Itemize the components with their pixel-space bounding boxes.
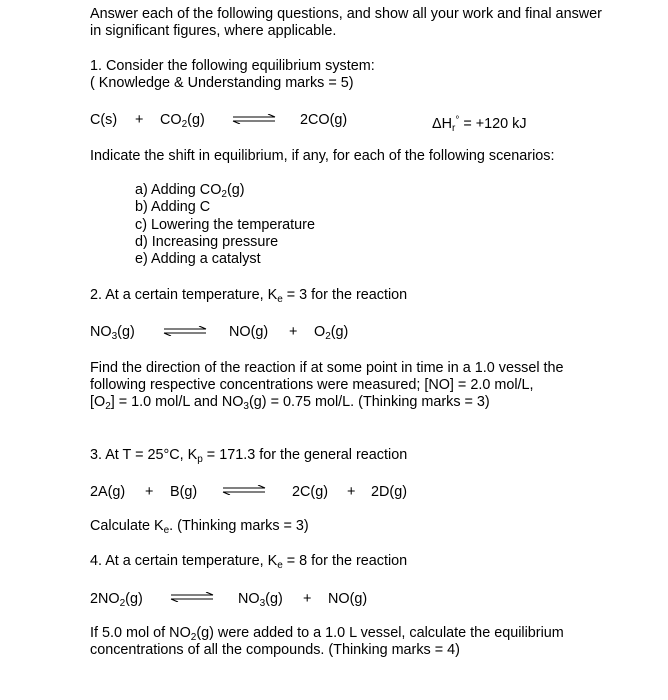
q1-plus: + bbox=[135, 112, 144, 128]
q2-plus: + bbox=[289, 324, 298, 340]
q4-title: 4. At a certain temperature, $K_e = 8$ for the reaction bbox=[90, 553, 408, 571]
q4-plus: + bbox=[303, 591, 312, 607]
q1-marks: ( Knowledge & Understanding marks = 5) bbox=[90, 75, 354, 91]
q2-title: 2. At a certain temperature, $K_e = 3$ for the reaction bbox=[90, 287, 408, 305]
q1-equilibrium-arrow bbox=[232, 114, 276, 124]
q3-product-1: 2C(g) bbox=[292, 484, 328, 500]
q1-title: 1. Consider the following equilibrium system: bbox=[90, 58, 375, 74]
q1-enthalpy: $\Delta H_r^\circ = +120$ kJ bbox=[432, 115, 527, 134]
q3-reactant-2: B(g) bbox=[170, 484, 198, 500]
q3-equilibrium-arrow bbox=[222, 485, 266, 495]
q4-equilibrium-arrow bbox=[170, 592, 214, 602]
q3-plus-1: + bbox=[145, 484, 154, 500]
q2-equilibrium-arrow bbox=[163, 326, 207, 336]
q1-item-d: d) Increasing pressure bbox=[135, 234, 279, 250]
q1-item-a: a) Adding $CO_2(g)$ bbox=[135, 182, 245, 200]
q1-item-c: c) Lowering the temperature bbox=[135, 217, 315, 233]
q1-reactant-1: C(s) bbox=[90, 112, 118, 128]
q3-title: 3. At T = 25°C, $K_p = 171.3$ for the general reaction bbox=[90, 447, 408, 465]
q1-item-e: e) Adding a catalyst bbox=[135, 251, 261, 267]
intro-line-2: in significant figures, where applicable. bbox=[90, 23, 337, 39]
q1-product: 2CO(g) bbox=[300, 112, 348, 128]
q1-item-b: b) Adding C bbox=[135, 199, 211, 215]
q3-product-2: 2D(g) bbox=[371, 484, 407, 500]
q4-body-line-1: If 5.0 mol of $NO_2(g)$ were added to a 1.0 L vessel, calculate the equilibrium bbox=[90, 625, 564, 643]
q3-plus-2: + bbox=[347, 484, 356, 500]
q2-body-line-3: $[O_2] = 1.0$ mol/L and $NO_3(g) = 0.75$ mol/L. (Thinking marks = 3) bbox=[90, 394, 490, 412]
q4-product-2: NO(g) bbox=[328, 591, 368, 607]
q3-calculate: Calculate $K_e$. (Thinking marks = 3) bbox=[90, 518, 309, 536]
q2-body-line-1: Find the direction of the reaction if at some point in time in a 1.0 vessel the bbox=[90, 360, 564, 376]
q4-product-1: $NO_3(g)$ bbox=[238, 591, 283, 609]
q2-reactant: $NO_3(g)$ bbox=[90, 324, 135, 342]
q4-reactant: $2NO_2(g)$ bbox=[90, 591, 143, 609]
q2-product-2: $O_2(g)$ bbox=[314, 324, 349, 342]
q3-reactant-1: 2A(g) bbox=[90, 484, 126, 500]
q1-reactant-2: $CO_2(g)$ bbox=[160, 112, 205, 130]
q2-body-line-2: following respective concentrations were measured; [NO] = 2.0 mol/L, bbox=[90, 377, 534, 393]
q2-product-1: NO(g) bbox=[229, 324, 269, 340]
intro-line-1: Answer each of the following questions, and show all your work and final answer bbox=[90, 6, 602, 22]
q1-instruction: Indicate the shift in equilibrium, if any, for each of the following scenarios: bbox=[90, 148, 555, 164]
q4-body-line-2: concentrations of all the compounds. (Thinking marks = 4) bbox=[90, 642, 460, 658]
